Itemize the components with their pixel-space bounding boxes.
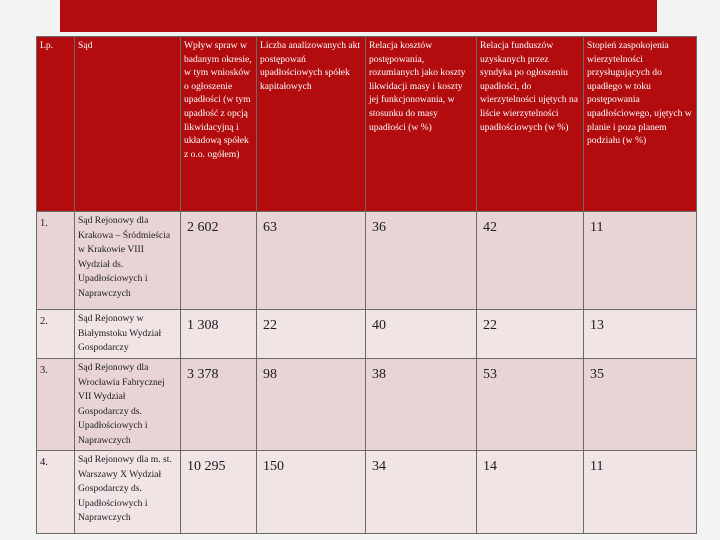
cell-court: Sąd Rejonowy dla Wrocławia Fabrycznej VII Wydział Gospodarczy ds. Upadłościowych i Naprawczych [75, 359, 181, 451]
header-court: Sąd [75, 37, 181, 212]
header-cost-ratio: Relacja kosztów postępowania, rozumianych jako koszty likwidacji masy i koszty jej funkcjonowania, w stosunku do masy upadłości (w %) [366, 37, 477, 212]
cell-lp: 2. [37, 310, 75, 359]
header-funds-ratio: Relacja funduszów uzyskanych przez syndyka po ogłoszeniu upadłości, do wierzytelności ujętych na liście wierzytelności upadłościowych (w %) [477, 37, 584, 212]
cell-funds-ratio: 14 [477, 451, 584, 534]
header-row [37, 37, 697, 212]
cell-cost-ratio: 36 [366, 212, 477, 310]
cell-analyzed-acts: 22 [257, 310, 366, 359]
cell-analyzed-acts: 150 [257, 451, 366, 534]
cell-satisfaction-degree: 13 [584, 310, 697, 359]
cell-case-influx: 10 295 [181, 451, 257, 534]
header-lp: Lp. [37, 37, 75, 212]
cell-satisfaction-degree: 11 [584, 212, 697, 310]
header-satisfaction-degree: Stopień zaspokojenia wierzytelności przysługujących do upadłego w toku postępowania upadłościowego, ujętych w planie i poza planem podziału (w %) [584, 37, 697, 212]
cell-lp: 4. [37, 451, 75, 534]
header-case-influx: Wpływ spraw w badanym okresie, w tym wniosków o ogłoszenie upadłości (w tym upadłość z opcją likwidacyjną i układową spółek z o.o. ogółem) [181, 37, 257, 212]
table-row [37, 451, 697, 534]
cell-cost-ratio: 34 [366, 451, 477, 534]
cell-lp: 1. [37, 212, 75, 310]
cell-funds-ratio: 42 [477, 212, 584, 310]
cell-court: Sąd Rejonowy dla Krakowa – Śródmieścia w Krakowie VIII Wydział ds. Upadłościowych i Naprawczych [75, 212, 181, 310]
cell-court: Sąd Rejonowy dla m. st. Warszawy X Wydział Gospodarczy ds. Upadłościowych i Naprawczych [75, 451, 181, 534]
cell-case-influx: 2 602 [181, 212, 257, 310]
table-row [37, 310, 697, 359]
cell-court: Sąd Rejonowy w Białymstoku Wydział Gospodarczy [75, 310, 181, 359]
cell-case-influx: 3 378 [181, 359, 257, 451]
table-row [37, 359, 697, 451]
cell-funds-ratio: 53 [477, 359, 584, 451]
cell-lp: 3. [37, 359, 75, 451]
cell-analyzed-acts: 98 [257, 359, 366, 451]
cell-case-influx: 1 308 [181, 310, 257, 359]
bankruptcy-statistics-table [36, 36, 697, 534]
cell-cost-ratio: 40 [366, 310, 477, 359]
table-row [37, 212, 697, 310]
cell-cost-ratio: 38 [366, 359, 477, 451]
cell-satisfaction-degree: 11 [584, 451, 697, 534]
title-banner [60, 0, 657, 32]
cell-satisfaction-degree: 35 [584, 359, 697, 451]
cell-analyzed-acts: 63 [257, 212, 366, 310]
cell-funds-ratio: 22 [477, 310, 584, 359]
bankruptcy-statistics-table-wrapper [36, 36, 696, 534]
header-analyzed-acts: Liczba analizowanych akt postępowań upadłościowych spółek kapitałowych [257, 37, 366, 212]
